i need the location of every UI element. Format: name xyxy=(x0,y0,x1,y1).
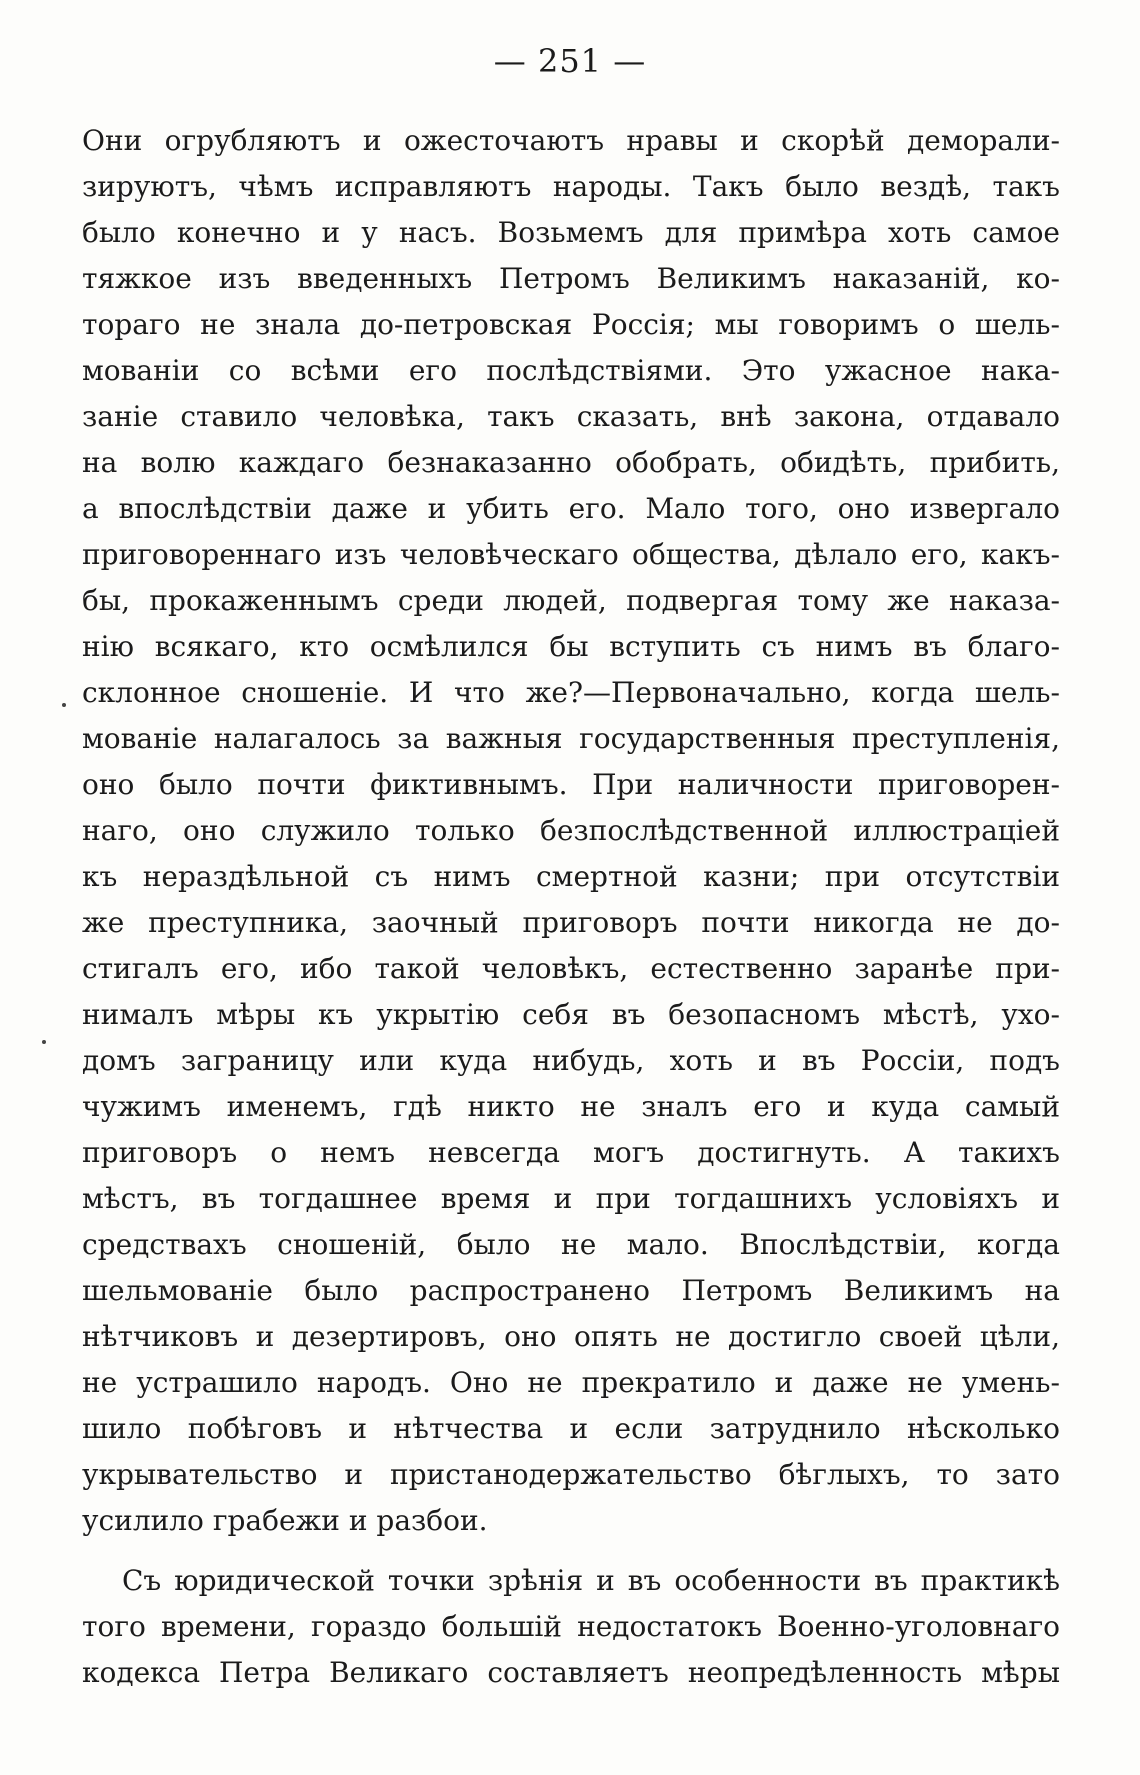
text-line: мованіи со всѣми его послѣдствіями. Это ужасное нака- xyxy=(82,354,1060,387)
text-line: не устрашило народъ. Оно не прекратило и даже не умень- xyxy=(82,1366,1060,1399)
body-text xyxy=(82,118,1060,1696)
text-line: бы, прокаженнымъ среди людей, подвергая тому же наказа- xyxy=(82,584,1060,617)
text-line: шило побѣговъ и нѣтчества и если затруднило нѣсколько xyxy=(82,1412,1060,1445)
text-line: зируютъ, чѣмъ исправляютъ народы. Такъ было вездѣ, такъ xyxy=(82,170,1060,203)
text-line: оно было почти фиктивнымъ. При наличности приговорен- xyxy=(82,768,1060,801)
text-line: усилило грабежи и разбои. xyxy=(82,1504,488,1537)
text-line: Они огрубляютъ и ожесточаютъ нравы и скорѣй деморали- xyxy=(82,124,1060,157)
text-line: нѣтчиковъ и дезертировъ, оно опять не достигло своей цѣли, xyxy=(82,1320,1060,1353)
paragraph-2 xyxy=(82,1558,1060,1696)
page-number: — 251 — xyxy=(493,42,647,80)
text-line: шельмованіе было распространено Петромъ Великимъ на xyxy=(82,1274,1060,1307)
text-line: чужимъ именемъ, гдѣ никто не зналъ его и куда самый xyxy=(82,1090,1060,1123)
text-line: же преступника, заочный приговоръ почти никогда не до- xyxy=(82,906,1060,939)
text-line: приговоръ о немъ невсегда могъ достигнуть. А такихъ xyxy=(82,1136,1060,1169)
paragraph-gap xyxy=(82,1544,1060,1558)
text-line: было конечно и у насъ. Возьмемъ для примѣра хоть самое xyxy=(82,216,1060,249)
text-line: тораго не знала до-петровская Россія; мы говоримъ о шель- xyxy=(82,308,1060,341)
text-line: тяжкое изъ введенныхъ Петромъ Великимъ наказаній, ко- xyxy=(82,262,1060,295)
text-line: мованіе налагалось за важныя государственныя преступленія, xyxy=(82,722,1060,755)
text-line: нію всякаго, кто осмѣлился бы вступить съ нимъ въ благо- xyxy=(82,630,1060,663)
text-line: кодекса Петра Великаго составляетъ неопредѣленность мѣры xyxy=(82,1656,1060,1689)
text-line: стигалъ его, ибо такой человѣкъ, естественно заранѣе при- xyxy=(82,952,1060,985)
text-line: домъ заграницу или куда нибудь, хоть и въ Россіи, подъ xyxy=(82,1044,1060,1077)
text-line: приговореннаго изъ человѣческаго общества, дѣлало его, какъ- xyxy=(82,538,1060,571)
text-line: а впослѣдствіи даже и убить его. Мало того, оно извергало xyxy=(82,492,1060,525)
text-line: склонное сношеніе. И что же?—Первоначально, когда шель- xyxy=(82,676,1060,709)
text-line: наго, оно служило только безпослѣдственной иллюстраціей xyxy=(82,814,1060,847)
text-line: къ нераздѣльной съ нимъ смертной казни; при отсутствіи xyxy=(82,860,1060,893)
text-line: укрывательство и пристанодержательство бѣглыхъ, то зато xyxy=(82,1458,1060,1491)
text-line: на волю каждаго безнаказанно обобрать, обидѣть, прибить, xyxy=(82,446,1060,479)
text-line: мѣстъ, въ тогдашнее время и при тогдашнихъ условіяхъ и xyxy=(82,1182,1060,1215)
text-line: Съ юридической точки зрѣнія и въ особенности въ практикѣ xyxy=(122,1564,1060,1597)
paragraph-1 xyxy=(82,118,1060,1544)
text-line: средствахъ сношеній, было не мало. Впослѣдствіи, когда xyxy=(82,1228,1060,1261)
margin-speck xyxy=(42,1040,46,1044)
margin-speck xyxy=(62,703,66,707)
text-line: заніе ставило человѣка, такъ сказать, внѣ закона, отдавало xyxy=(82,400,1060,433)
text-line: того времени, гораздо большій недостатокъ Военно-уголовнаго xyxy=(82,1610,1060,1643)
text-line: нималъ мѣры къ укрытію себя въ безопасномъ мѣстѣ, ухо- xyxy=(82,998,1060,1031)
